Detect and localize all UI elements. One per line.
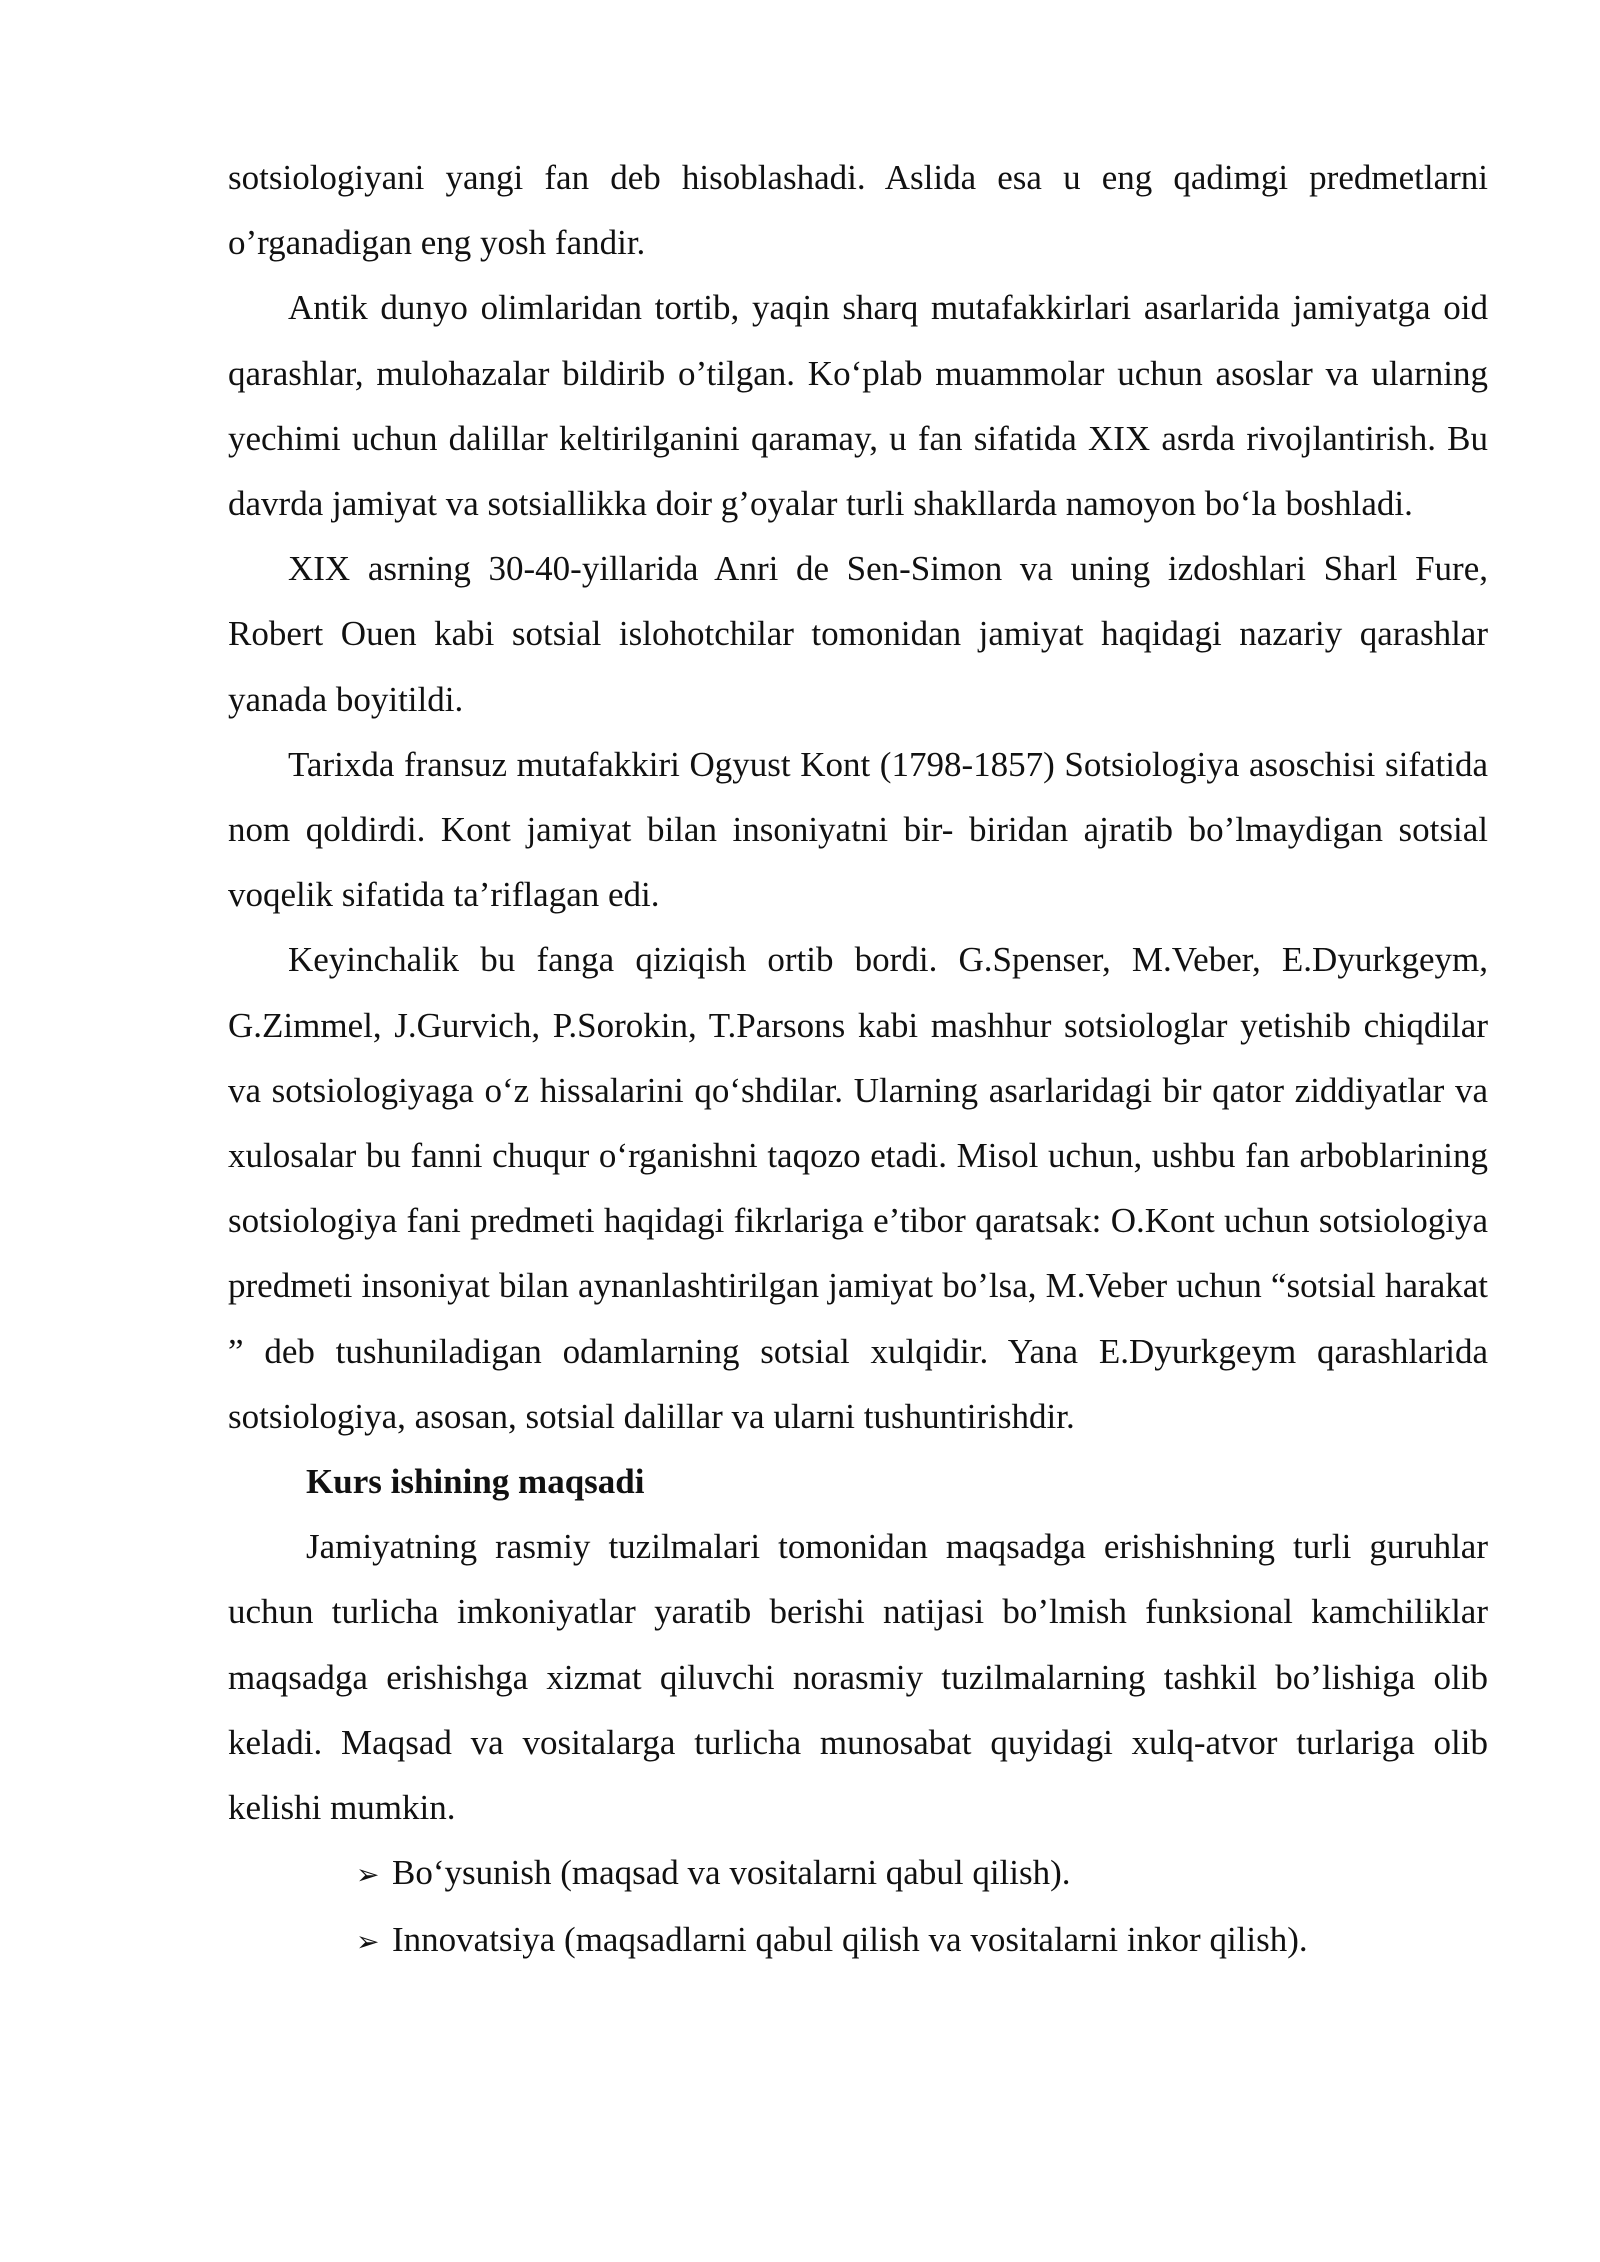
list-item	[356, 1907, 1488, 1974]
paragraph-xix-asr: XIX asrning 30-40-yillarida Anri de Sen-Simon va uning izdoshlari Sharl Fure, Robert Ouen kabi sotsial islohotchilar tomonidan jamiyat haqidagi nazariy qarashlar yanada boyitildi.	[228, 549, 1488, 719]
bullet-list	[228, 1840, 1488, 1974]
paragraph-ogyust-kont: Tarixda fransuz mutafakkiri Ogyust Kont (1798-1857) Sotsiologiya asoschisi sifatida nom qoldirdi. Kont jamiyat bilan insoniyatni bir- biridan ajratib bo’lmaydigan sotsial voqelik sifatida ta’riflagan edi.	[228, 744, 1488, 915]
paragraph-goal: Jamiyatning rasmiy tuzilmalari tomonidan maqsadga erishishning turli guruhlar uchun turlicha imkoniyatlar yaratib berishi natijasi bo’lmish funksional kamchiliklar maqsadga erishishga xizmat qiluvchi norasmiy tuzilmalarning tashkil bo’lishiga olib keladi. Maqsad va vositalarga turlicha munosabat quyidagi xulq-atvor turlariga olib kelishi mumkin.	[228, 1527, 1488, 1828]
document-page	[228, 145, 1488, 1975]
section-heading: Kurs ishining maqsadi	[306, 1462, 645, 1502]
paragraph-sotsiologlar: Keyinchalik bu fanga qiziqish ortib bordi. G.Spenser, M.Veber, E.Dyurkgeym, G.Zimmel, J.Gurvich, P.Sorokin, T.Parsons kabi mashhur sotsiologlar yetishib chiqdilar va sotsiologiyaga o‘z hissalarini qo‘shdilar. Ularning asarlaridagi bir qator ziddiyatlar va xulosalar bu fanni chuqur o‘rganishni taqozo etadi. Misol uchun, ushbu fan arboblarining sotsiologiya fani predmeti haqidagi fikrlariga e’tibor qaratsak: O.Kont uchun sotsiologiya predmeti insoniyat bilan aynanlashtirilgan jamiyat bo’lsa, M.Veber uchun “sotsial harakat ” deb tushuniladigan odamlarning sotsial xulqidir. Yana E.Dyurkgeym qarashlarida sotsiologiya, asosan, sotsial dalillar va ularni tushuntirishdir.	[228, 940, 1488, 1436]
paragraph-antik-dunyo: Antik dunyo olimlaridan tortib, yaqin sharq mutafakkirlari asarlarida jamiyatga oid qarashlar, mulohazalar bildirib o’tilgan. Ko‘plab muammolar uchun asoslar va ularning yechimi uchun dalillar keltirilganini qaramay, u fan sifatida XIX asrda rivojlantirish. Bu davrda jamiyat va sotsiallikka doir g’oyalar turli shakllarda namoyon bo‘la boshladi.	[228, 288, 1488, 524]
arrowhead-bullet-icon: ➢	[356, 1858, 380, 1892]
list-item-text: Innovatsiya (maqsadlarni qabul qilish va vositalarni inkor qilish).	[392, 1920, 1308, 1960]
list-item	[356, 1840, 1488, 1907]
list-item-text: Bo‘ysunish (maqsad va vositalarni qabul qilish).	[392, 1853, 1071, 1893]
paragraph-intro-continuation: sotsiologiyani yangi fan deb hisoblashadi. Aslida esa u eng qadimgi predmetlarni o’rganadigan eng yosh fandir.	[228, 158, 1488, 263]
arrowhead-bullet-icon: ➢	[356, 1925, 380, 1959]
